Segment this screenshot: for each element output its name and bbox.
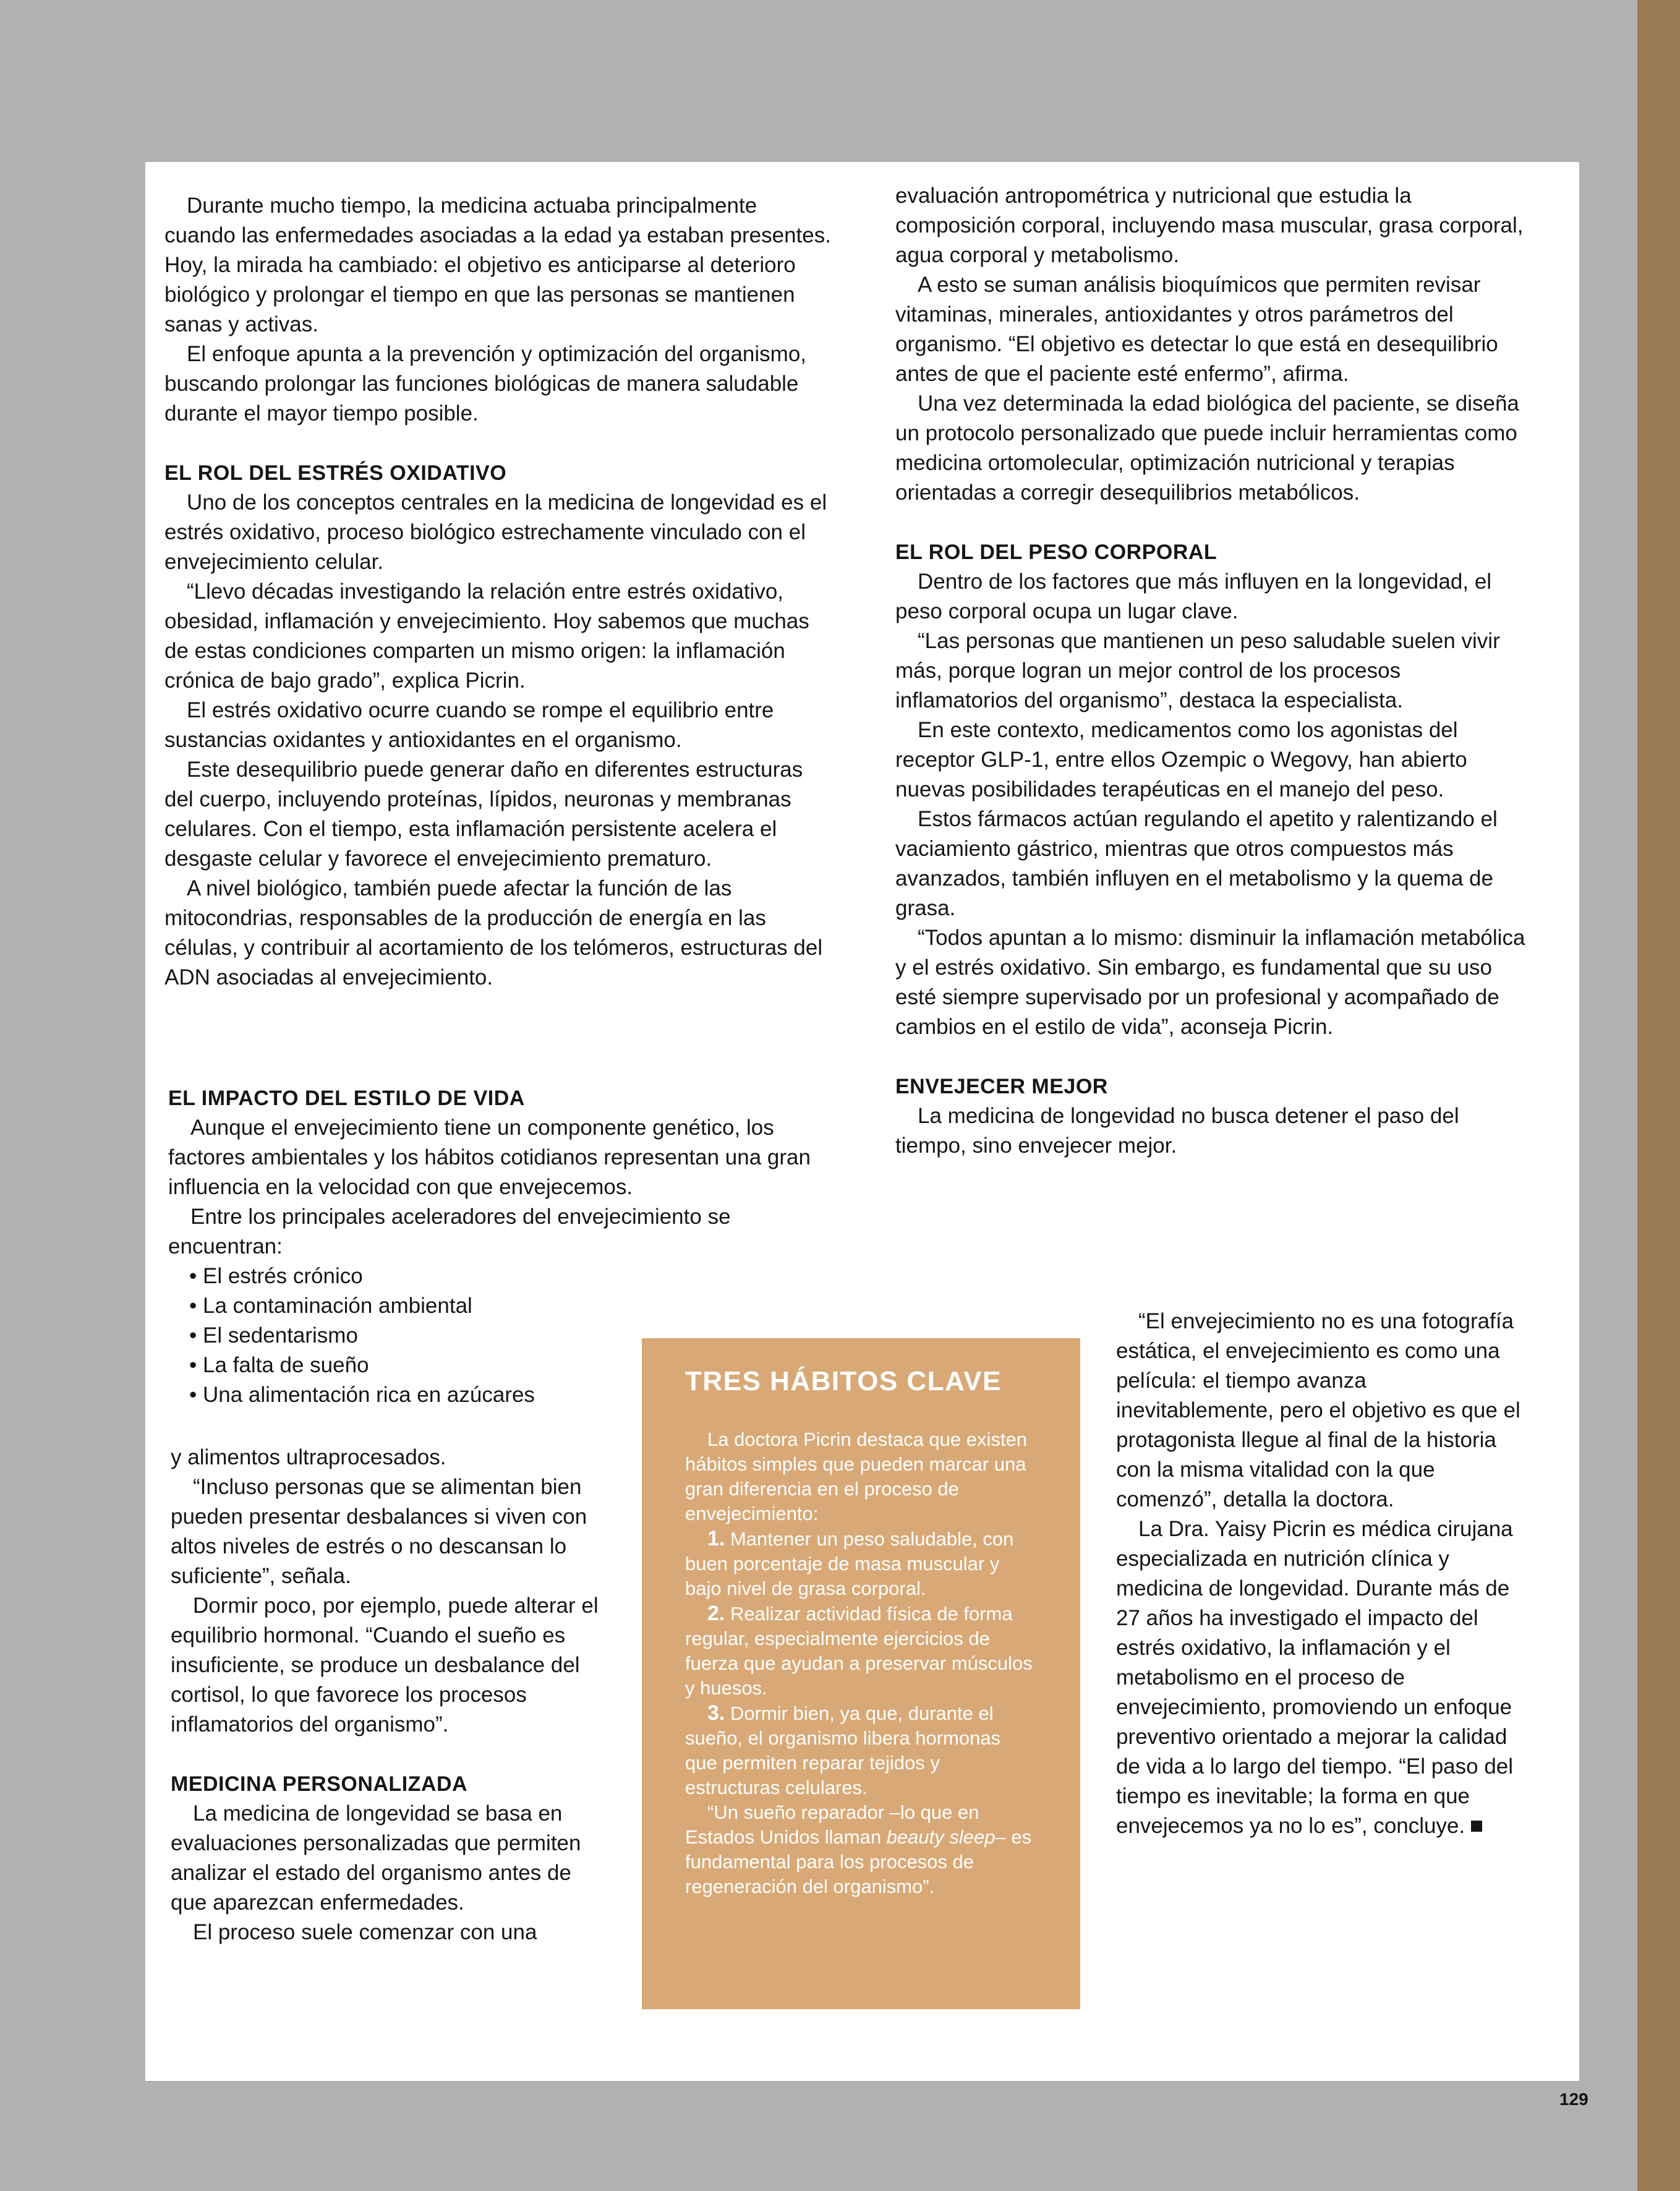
habit-number: 2. <box>707 1602 725 1625</box>
magazine-spine-edge <box>1637 0 1680 2191</box>
body-paragraph-continuation: evaluación antropométrica y nutricional que estudia la composición corporal, incluyendo masa muscular, grasa corporal, agua corporal y metabolismo. <box>895 184 1524 267</box>
body-paragraph: Uno de los conceptos centrales en la medicina de longevidad es el estrés oxidativo, proceso biológico estrechamente vinculado con el envejecimiento celular. <box>164 490 827 574</box>
right-column-narrow <box>1116 1307 1526 1841</box>
left-column-top <box>164 191 832 993</box>
body-paragraph <box>1116 1514 1526 1841</box>
body-paragraph: Aunque el envejecimiento tiene un componente genético, los factores ambientales y los hábitos cotidianos representan una gran influencia en la velocidad con que envejecemos. <box>168 1116 811 1199</box>
quote-italic-term: beauty sleep <box>886 1826 996 1848</box>
section-heading-lifestyle: EL IMPACTO DEL ESTILO DE VIDA <box>168 1087 525 1110</box>
end-of-article-mark <box>1471 1821 1482 1832</box>
list-continuation: y alimentos ultraprocesados. <box>171 1445 446 1469</box>
list-item: • La falta de sueño <box>189 1351 836 1380</box>
body-paragraph: La medicina de longevidad se basa en evaluaciones personalizadas que permiten analizar el estado del organismo antes de que aparezcan enfermedades. <box>171 1801 581 1915</box>
page-number: 129 <box>1559 2090 1588 2109</box>
list-item: • El estrés crónico <box>189 1262 836 1291</box>
sidebar-quote <box>685 1800 1037 1899</box>
body-paragraph: La medicina de longevidad no busca detener el paso del tiempo, sino envejecer mejor. <box>895 1104 1459 1158</box>
section-heading-oxidative-stress: EL ROL DEL ESTRÉS OXIDATIVO <box>164 461 507 485</box>
sidebar-intro: La doctora Picrin destaca que existen hábitos simples que pueden marcar una gran diferencia en el proceso de envejecimiento: <box>685 1429 1027 1524</box>
sidebar-habit <box>685 1701 1037 1800</box>
section-heading-aging-better: ENVEJECER MEJOR <box>895 1075 1108 1098</box>
sidebar-habit <box>685 1526 1037 1601</box>
habit-number: 1. <box>707 1527 725 1550</box>
habit-text: Dormir bien, ya que, durante el sueño, el organismo libera hormonas que permiten reparar tejidos y estructuras celulares. <box>685 1702 1001 1798</box>
sidebar-title: TRES HÁBITOS CLAVE <box>685 1366 1002 1396</box>
body-paragraph: “Las personas que mantienen un peso saludable suelen vivir más, porque logran un mejor control de los procesos inflamatorios del organismo”, destaca la especialista. <box>895 629 1500 712</box>
body-paragraph: Estos fármacos actúan regulando el apetito y ralentizando el vaciamiento gástrico, mientras que otros compuestos más avanzados, también influyen en el metabolismo y la quema de grasa. <box>895 807 1498 920</box>
closing-paragraph-text: La Dra. Yaisy Picrin es médica cirujana especializada en nutrición clínica y medicina de longevidad. Durante más de 27 años ha investigado el impacto del estrés oxidativo, la inflamación y el metabolismo en el proceso de envejecimiento, promoviendo un enfoque preventivo orientado a mejorar la calidad de vida a lo largo del tiempo. “El paso del tiempo es inevitable; la forma en que envejecemos ya no lo es”, concluye. <box>1116 1517 1514 1838</box>
body-paragraph: Una vez determinada la edad biológica del paciente, se diseña un protocolo personalizado que puede incluir herramientas como medicina ortomolecular, optimización nutricional y terapias orientadas a corregir desequilibrios metabólicos. <box>895 391 1519 505</box>
section-heading-body-weight: EL ROL DEL PESO CORPORAL <box>895 540 1217 564</box>
list-item: • El sedentarismo <box>189 1321 836 1351</box>
body-paragraph: Dormir poco, por ejemplo, puede alterar el equilibrio hormonal. “Cuando el sueño es insuficiente, se produce un desbalance del cortisol, lo que favorece los procesos inflamatorios del organismo”. <box>171 1594 599 1736</box>
quote-text: “Un sueño reparador –lo que en Estados Unidos llaman <box>685 1801 979 1848</box>
body-paragraph: En este contexto, medicamentos como los agonistas del receptor GLP-1, entre ellos Ozempic o Wegovy, han abierto nuevas posibilidades terapéuticas en el manejo del peso. <box>895 718 1467 801</box>
sidebar-habit <box>685 1601 1037 1701</box>
habit-number: 3. <box>707 1701 725 1725</box>
habit-text: Realizar actividad física de forma regular, especialmente ejercicios de fuerza que ayudan a preservar músculos y huesos. <box>685 1603 1033 1699</box>
right-column-top <box>895 181 1526 1161</box>
body-paragraph: Dentro de los factores que más influyen en la longevidad, el peso corporal ocupa un lugar clave. <box>895 570 1492 623</box>
intro-paragraph: Durante mucho tiempo, la medicina actuaba principalmente cuando las enfermedades asociadas a la edad ya estaban presentes. Hoy, la mirada ha cambiado: el objetivo es anticiparse al deterioro biológico y prolongar el tiempo en que las personas se mantienen sanas y activas. <box>164 194 831 336</box>
body-paragraph: “Incluso personas que se alimentan bien pueden presentar desbalances si viven con altos niveles de estrés o no descansan lo suficiente”, señala. <box>171 1475 587 1588</box>
key-habits-sidebar <box>642 1338 1080 2009</box>
body-paragraph: “Todos apuntan a lo mismo: disminuir la inflamación metabólica y el estrés oxidativo. Sin embargo, es fundamental que su uso esté siempre supervisado por un profesional y acompañado de cambios en el estilo de vida”, aconseja Picrin. <box>895 926 1525 1039</box>
body-paragraph: “Llevo décadas investigando la relación entre estrés oxidativo, obesidad, inflamación y envejecimiento. Hoy sabemos que muchas de estas condiciones comparten un mismo origen: la inflamación crónica de bajo grado”, explica Picrin. <box>164 579 809 693</box>
body-paragraph: Este desequilibrio puede generar daño en diferentes estructuras del cuerpo, incluyendo proteínas, lípidos, neuronas y membranas celulares. Con el tiempo, esta inflamación persistente acelera el desgaste celular y favorece el envejecimiento prematuro. <box>164 758 803 871</box>
body-paragraph: El proceso suele comenzar con una <box>193 1920 537 1944</box>
left-column-narrow <box>171 1443 610 1947</box>
section-heading-personalized-medicine: MEDICINA PERSONALIZADA <box>171 1772 468 1796</box>
body-paragraph: “El envejecimiento no es una fotografía estática, el envejecimiento es como una película: el tiempo avanza inevitablemente, pero el objetivo es que el protagonista llegue al final de la historia con la misma vitalidad con la que comenzó”, detalla la doctora. <box>1116 1309 1520 1511</box>
body-paragraph: El estrés oxidativo ocurre cuando se rompe el equilibrio entre sustancias oxidantes y antioxidantes en el organismo. <box>164 698 774 752</box>
body-paragraph: A esto se suman análisis bioquímicos que permiten revisar vitaminas, minerales, antioxidantes y otros parámetros del organismo. “El objetivo es detectar lo que está en desequilibrio antes de que el paciente esté enfermo”, afirma. <box>895 273 1498 386</box>
list-item: • Una alimentación rica en azúcares <box>189 1380 836 1410</box>
list-item: • La contaminación ambiental <box>189 1291 836 1321</box>
quote-text: – es fundamental para los procesos de regeneración del organismo”. <box>685 1826 1032 1897</box>
intro-paragraph: El enfoque apunta a la prevención y optimización del organismo, buscando prolongar las funciones biológicas de manera saludable durante el mayor tiempo posible. <box>164 342 807 425</box>
habit-text: Mantener un peso saludable, con buen porcentaje de masa muscular y bajo nivel de grasa corporal. <box>685 1528 1014 1599</box>
body-paragraph: Entre los principales aceleradores del envejecimiento se encuentran: <box>168 1205 731 1258</box>
body-paragraph: A nivel biológico, también puede afectar la función de las mitocondrias, responsables de la producción de energía en las células, y contribuir al acortamiento de los telómeros, estructuras del ADN asociadas al envejecimiento. <box>164 876 823 989</box>
